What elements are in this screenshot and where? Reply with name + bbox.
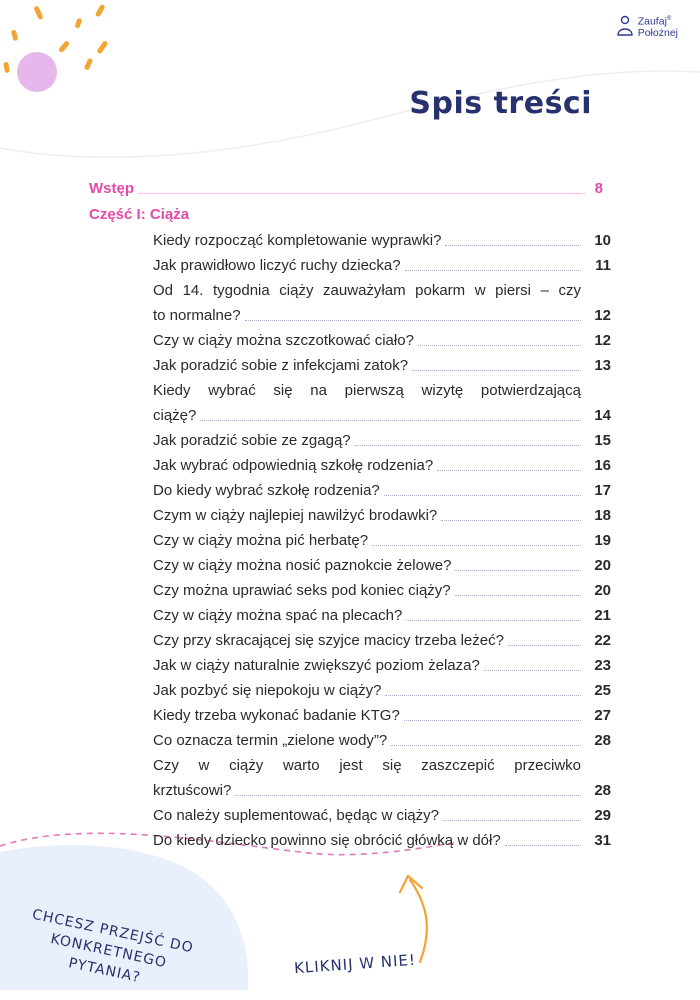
dot-leader bbox=[443, 820, 581, 821]
toc-item-page: 25 bbox=[594, 682, 611, 699]
toc-item-title: Jak wybrać odpowiednią szkołę rodzenia? bbox=[153, 457, 434, 474]
toc-item[interactable] bbox=[153, 703, 611, 728]
toc-item-page: 19 bbox=[594, 532, 611, 549]
toc-item-title: ciążę? bbox=[153, 407, 197, 424]
dot-leader bbox=[484, 670, 581, 671]
toc-item[interactable] bbox=[153, 453, 611, 478]
toc-item[interactable] bbox=[153, 503, 611, 528]
dot-leader bbox=[455, 570, 581, 571]
toc-item-title: Jak poradzić sobie ze zgagą? bbox=[153, 432, 351, 449]
toc-item-page: 20 bbox=[594, 582, 611, 599]
arrow-up-icon bbox=[400, 876, 427, 962]
toc-item[interactable] bbox=[153, 603, 611, 628]
toc-item-page: 22 bbox=[594, 632, 611, 649]
dot-leader bbox=[355, 445, 581, 446]
dot-leader bbox=[404, 720, 581, 721]
dot-leader bbox=[441, 520, 581, 521]
toc-item-title: Do kiedy dziecko powinno się obrócić główką w dół? bbox=[153, 832, 501, 849]
toc-item-title: Czy w ciąży można nosić paznokcie żelowe? bbox=[153, 557, 452, 574]
dot-leader bbox=[418, 345, 581, 346]
toc-item-title: Co należy suplementować, będąc w ciąży? bbox=[153, 807, 439, 824]
dot-leader bbox=[437, 470, 581, 471]
page-title: Spis treści bbox=[409, 86, 592, 121]
brand-logo bbox=[616, 14, 678, 39]
dot-leader bbox=[508, 645, 581, 646]
toc-item[interactable] bbox=[153, 528, 611, 553]
dot-leader bbox=[405, 270, 581, 271]
toc-item-title: Jak prawidłowo liczyć ruchy dziecka? bbox=[153, 257, 401, 274]
toc-item[interactable] bbox=[153, 828, 611, 853]
toc-item-page: 31 bbox=[594, 832, 611, 849]
dot-leader bbox=[138, 193, 585, 194]
dot-leader bbox=[385, 695, 581, 696]
toc-item[interactable] bbox=[153, 303, 611, 328]
toc-item[interactable] bbox=[153, 628, 611, 653]
toc-item-page: 11 bbox=[595, 257, 611, 274]
toc-item[interactable] bbox=[153, 403, 611, 428]
dot-leader bbox=[412, 370, 581, 371]
toc-item-title: to normalne? bbox=[153, 307, 241, 324]
dot-leader bbox=[245, 320, 581, 321]
toc-part-label: Część I: Ciąża bbox=[89, 206, 190, 223]
toc-item-line[interactable]: Czy w ciąży warto jest się zaszczepić przeciwko bbox=[153, 757, 581, 774]
toc-intro[interactable] bbox=[89, 176, 603, 201]
toc-item-title: Jak poradzić sobie z infekcjami zatok? bbox=[153, 357, 409, 374]
toc-intro-page: 8 bbox=[594, 180, 603, 197]
toc-item[interactable] bbox=[153, 578, 611, 603]
toc-item-page: 27 bbox=[594, 707, 611, 724]
toc-item-title: Kiedy trzeba wykonać badanie KTG? bbox=[153, 707, 400, 724]
dot-leader bbox=[372, 545, 581, 546]
toc-item-page: 16 bbox=[594, 457, 611, 474]
toc-item-page: 21 bbox=[594, 607, 611, 624]
toc-item[interactable] bbox=[153, 328, 611, 353]
toc-item-page: 14 bbox=[594, 407, 611, 424]
toc-item-title: Do kiedy wybrać szkołę rodzenia? bbox=[153, 482, 380, 499]
confetti-icon bbox=[3, 4, 108, 73]
dot-leader bbox=[455, 595, 581, 596]
toc-item-page: 12 bbox=[594, 307, 611, 324]
toc-item[interactable] bbox=[153, 353, 611, 378]
toc-item-page: 20 bbox=[594, 557, 611, 574]
toc-item-title: krztuścowi? bbox=[153, 782, 232, 799]
toc-item[interactable] bbox=[153, 653, 611, 678]
toc-item-page: 15 bbox=[594, 432, 611, 449]
toc-item-page: 12 bbox=[594, 332, 611, 349]
toc-item-line[interactable]: Od 14. tygodnia ciąży zauważyłam pokarm w piersi – czy bbox=[153, 282, 581, 299]
dot-leader bbox=[200, 420, 581, 421]
dot-leader bbox=[445, 245, 581, 246]
lilac-dot-icon bbox=[17, 52, 57, 92]
dot-leader bbox=[505, 845, 581, 846]
toc-item-title: Czy w ciąży można pić herbatę? bbox=[153, 532, 369, 549]
logo-mark-icon bbox=[616, 15, 634, 37]
dot-leader bbox=[384, 495, 581, 496]
toc-item[interactable] bbox=[153, 253, 611, 278]
toc-item-title: Czy można uprawiać seks pod koniec ciąży? bbox=[153, 582, 451, 599]
toc-item-page: 28 bbox=[594, 732, 611, 749]
toc-item-title: Czym w ciąży najlepiej nawilżyć brodawki? bbox=[153, 507, 438, 524]
toc-item-title: Jak w ciąży naturalnie zwiększyć poziom żelaza? bbox=[153, 657, 480, 674]
toc-item-page: 13 bbox=[594, 357, 611, 374]
toc-item[interactable] bbox=[153, 728, 611, 753]
toc-item[interactable] bbox=[153, 678, 611, 703]
logo-line1: Zaufaj® bbox=[637, 15, 672, 28]
toc-item-page: 18 bbox=[594, 507, 611, 524]
toc-item[interactable] bbox=[153, 228, 611, 253]
toc-item-title: Czy w ciąży można spać na plecach? bbox=[153, 607, 403, 624]
toc-item-title: Co oznacza termin „zielone wody”? bbox=[153, 732, 388, 749]
toc-item[interactable] bbox=[153, 478, 611, 503]
toc-item[interactable] bbox=[153, 428, 611, 453]
toc-item-title: Czy w ciąży można szczotkować ciało? bbox=[153, 332, 414, 349]
toc-item-page: 23 bbox=[594, 657, 611, 674]
toc-item-page: 29 bbox=[594, 807, 611, 824]
toc-item-page: 17 bbox=[594, 482, 611, 499]
toc-item[interactable] bbox=[153, 778, 611, 803]
toc-part-heading[interactable] bbox=[89, 202, 189, 227]
toc-item-title: Czy przy skracającej się szyjce macicy trzeba leżeć? bbox=[153, 632, 504, 649]
click-hint: KLIKNIJ W NIE! bbox=[293, 950, 417, 978]
logo-line2: Położnej bbox=[637, 26, 678, 39]
toc-item-line[interactable]: Kiedy wybrać się na pierwszą wizytę potwierdzającą bbox=[153, 382, 581, 399]
toc-item-page: 28 bbox=[594, 782, 611, 799]
hint-note: CHCESZ PRZEJŚĆ DO KONKRETNEGO PYTANIA? bbox=[30, 906, 195, 987]
dot-leader bbox=[235, 795, 581, 796]
toc-item-title: Jak pozbyć się niepokoju w ciąży? bbox=[153, 682, 382, 699]
toc-intro-label: Wstęp bbox=[89, 180, 134, 197]
toc-item-page: 10 bbox=[594, 232, 611, 249]
dot-leader bbox=[406, 620, 581, 621]
toc-item-title: Kiedy rozpocząć kompletowanie wyprawki? bbox=[153, 232, 442, 249]
dot-leader bbox=[391, 745, 581, 746]
toc-item[interactable] bbox=[153, 553, 611, 578]
toc-item[interactable] bbox=[153, 803, 611, 828]
